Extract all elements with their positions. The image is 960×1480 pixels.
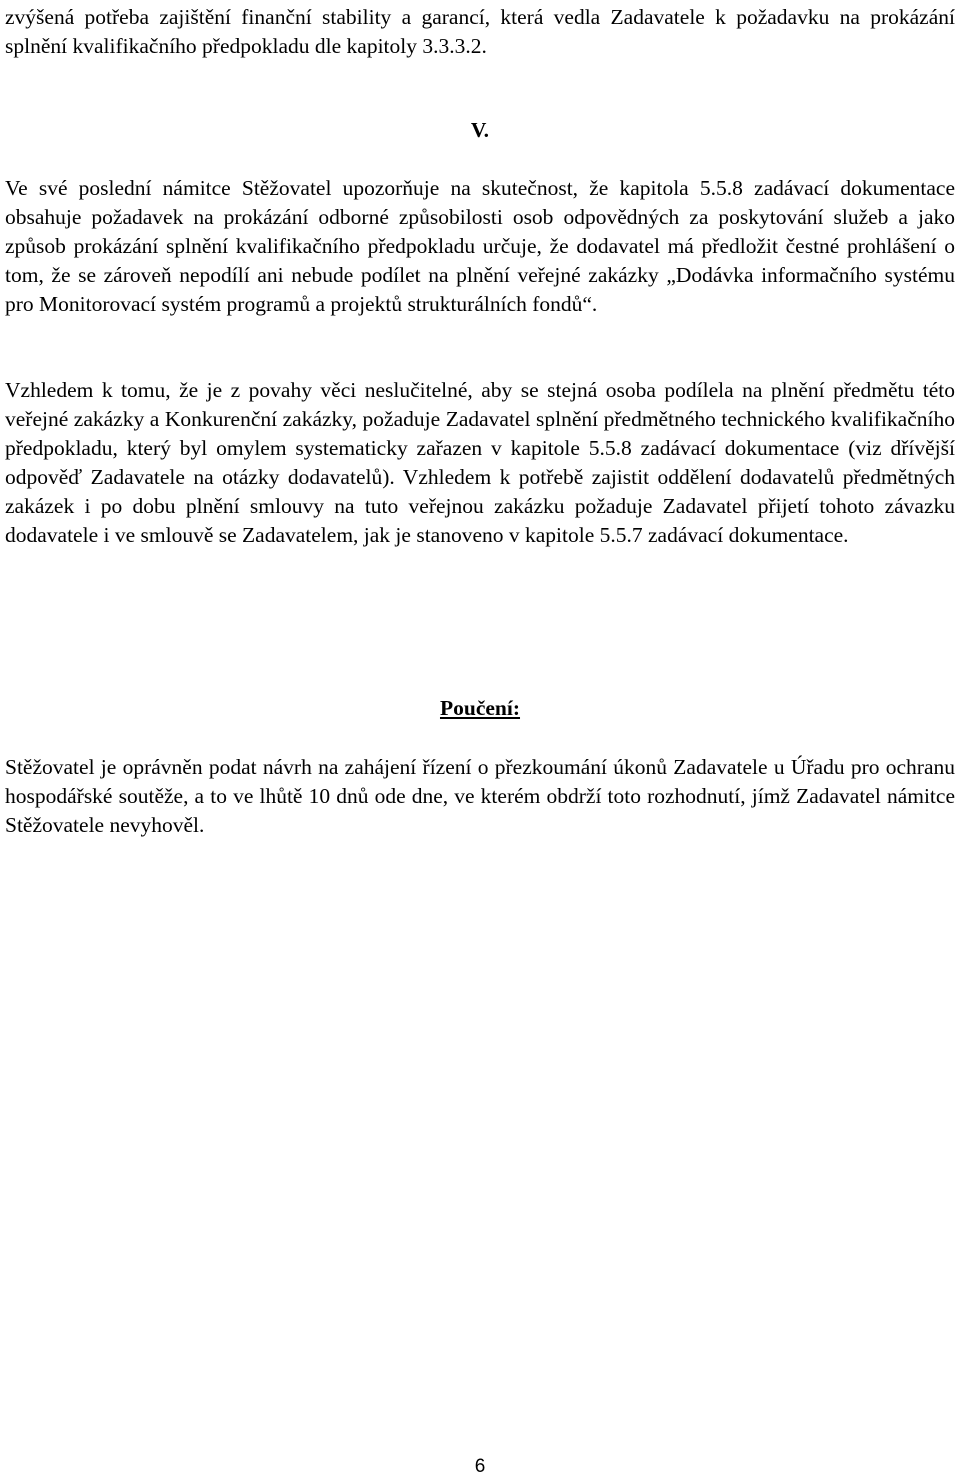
paragraph-objection: Ve své poslední námitce Stěžovatel upozorňuje na skutečnost, že kapitola 5.5.8 zadávací dokumentace obsahuje požadavek na prokázání odborné způsobilosti osob odpovědných za poskytování služeb a jako způsob prokázání splnění kvalifikačního předpokladu určuje, že dodavatel má předložit čestné prohlášení o tom, že se zároveň nepodílí ani nebude podílet na plnění veřejné zakázky „Dodávka informačního systému pro Monitorovací systém programů a projektů strukturálních fondů“. [5, 176, 955, 316]
document-page [5, 0, 955, 1480]
paragraph-response: Vzhledem k tomu, že je z povahy věci neslučitelné, aby se stejná osoba podílela na plnění předmětu této veřejné zakázky a Konkurenční zakázky, požaduje Zadavatel splnění předmětného technického kvalifikačního předpokladu, který byl omylem systematicky zařazen v kapitole 5.5.8 zadávací dokumentace (viz dřívější odpověď Zadavatele na otázky dodavatelů). Vzhledem k potřebě zajistit oddělení dodavatelů předmětných zakázek i po dobu plnění smlouvy na tuto veřejnou zakázku požaduje Zadavatel přijetí tohoto závazku dodavatele i ve smlouvě se Zadavatelem, jak je stanoveno v kapitole 5.5.7 zadávací dokumentace. [5, 378, 955, 547]
instruction-heading: Poučení: [439, 696, 521, 720]
page-number: 6 [474, 1456, 486, 1477]
intro-paragraph: zvýšená potřeba zajištění finanční stability a garancí, která vedla Zadavatele k požadavku na prokázání splnění kvalifikačního předpokladu dle kapitoly 3.3.3.2. [5, 5, 955, 58]
instruction-paragraph: Stěžovatel je oprávněn podat návrh na zahájení řízení o přezkoumání úkonů Zadavatele u Úřadu pro ochranu hospodářské soutěže, a to ve lhůtě 10 dnů ode dne, ve kterém obdrží toto rozhodnutí, jímž Zadavatel námitce Stěžovatele nevyhověl. [5, 755, 955, 837]
section-heading-v: V. [470, 118, 490, 142]
